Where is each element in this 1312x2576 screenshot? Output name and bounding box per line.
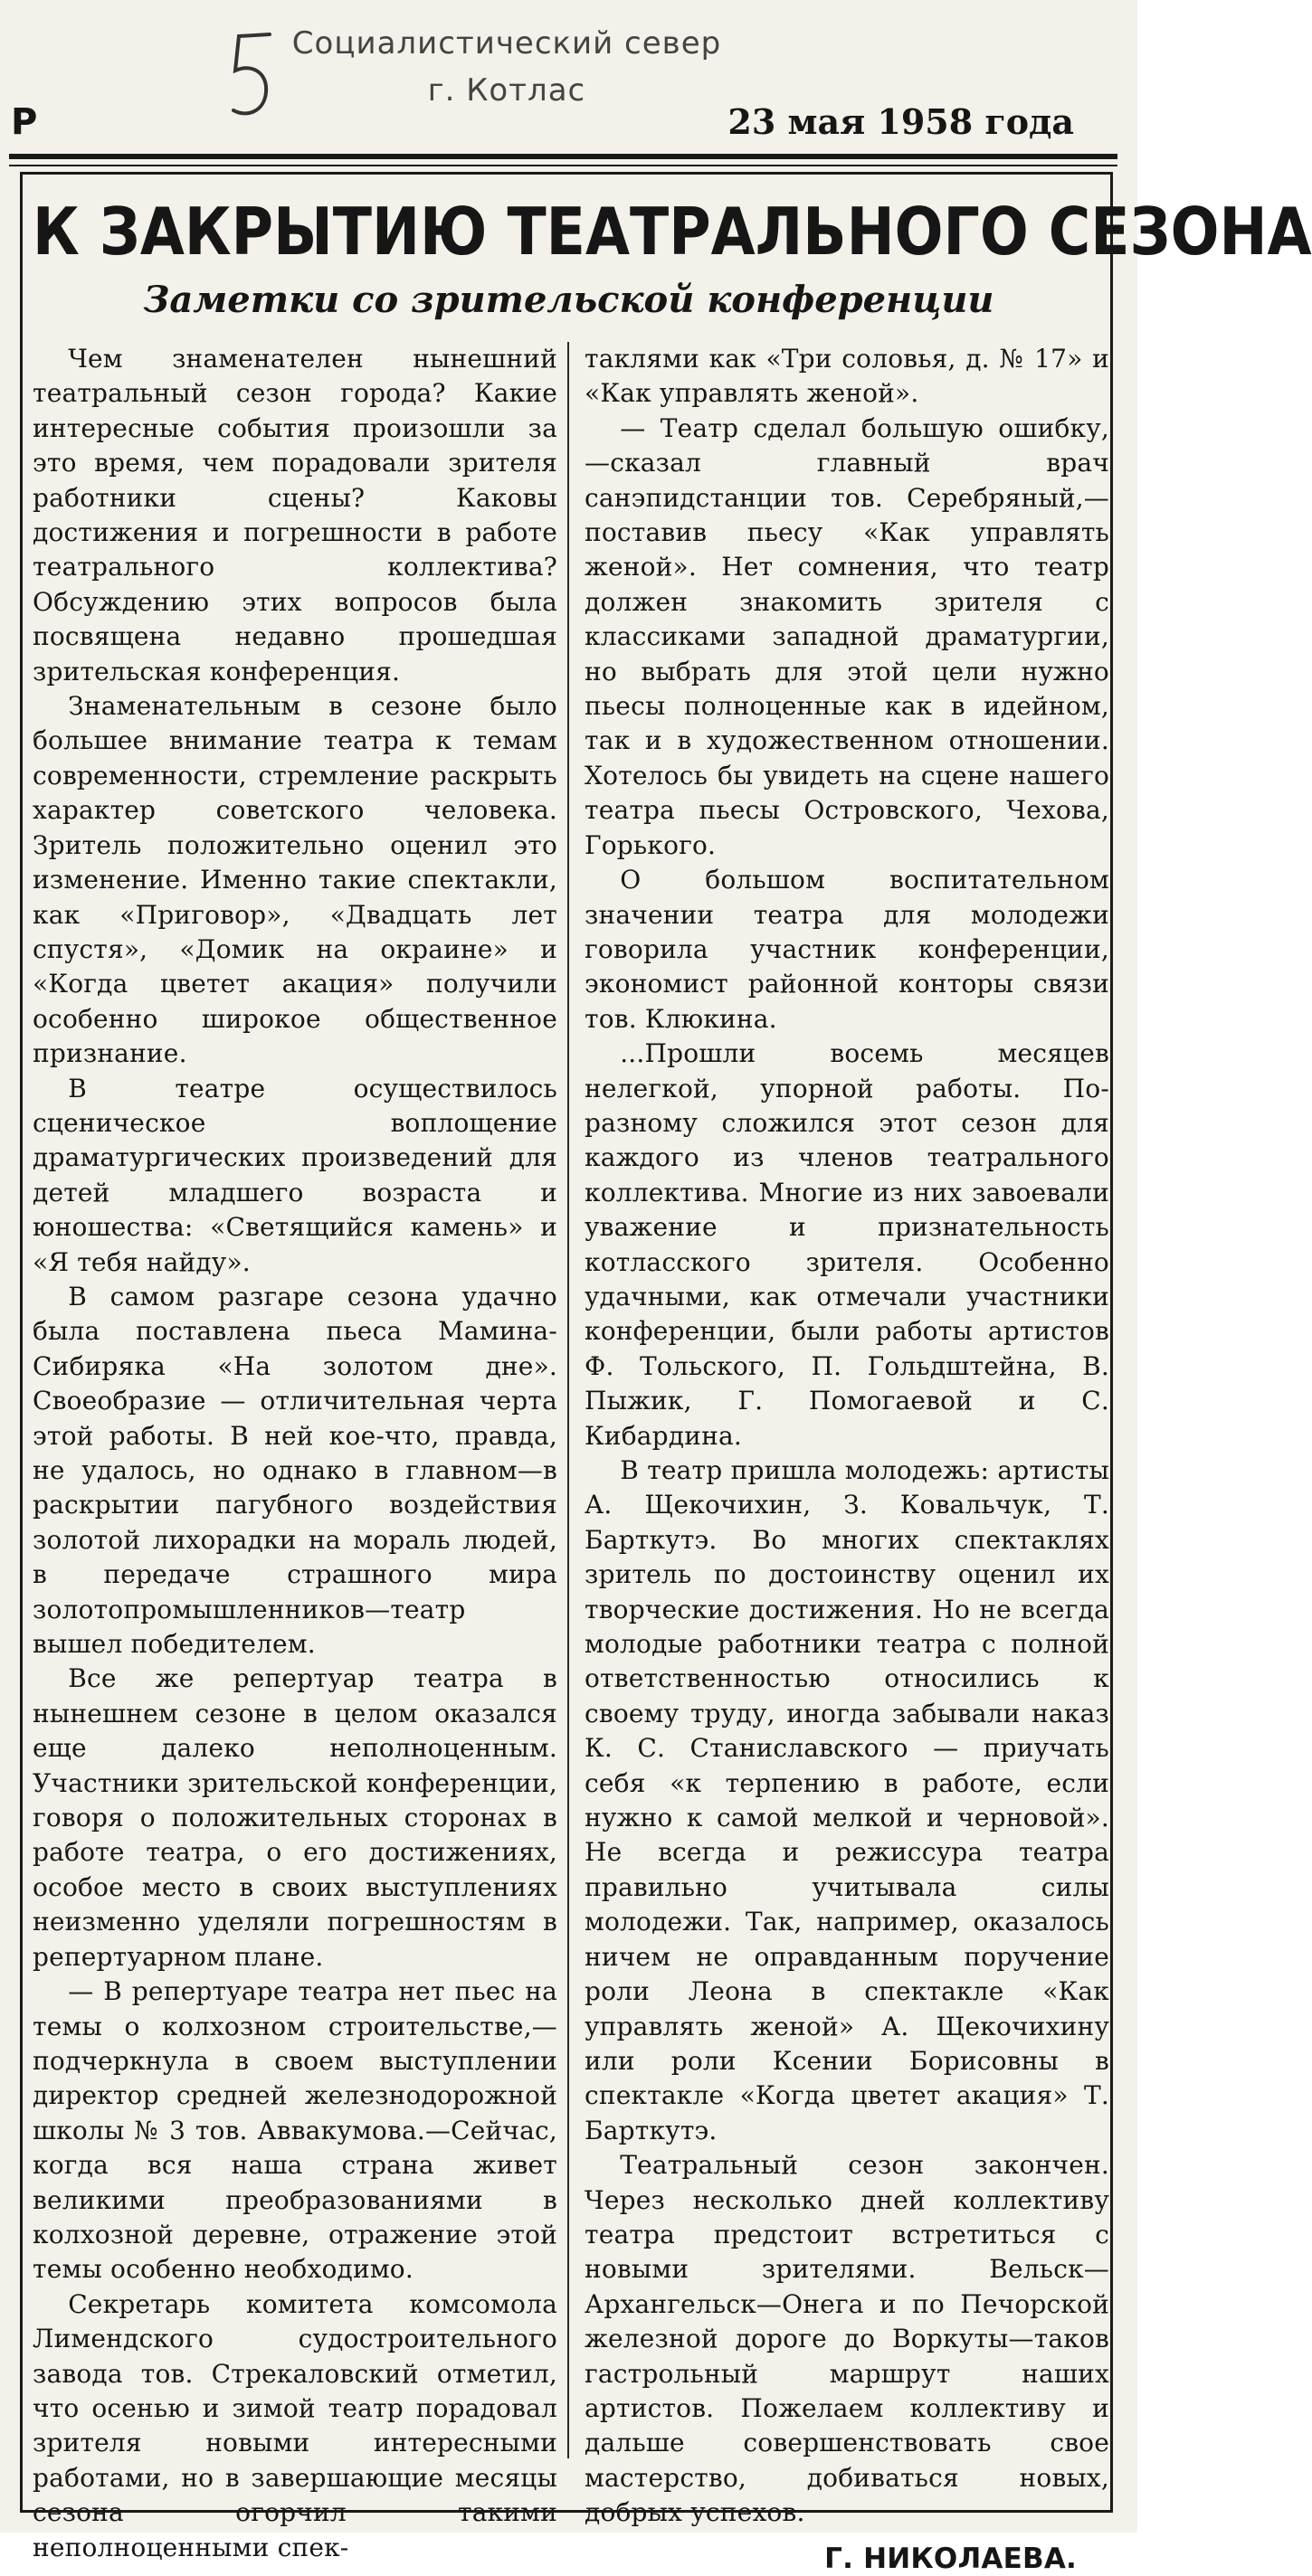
article-column-right: [585, 342, 1109, 2576]
masthead-rule: [9, 154, 1117, 159]
article-subheadline: Заметки со зрительской конференции: [143, 279, 994, 321]
paragraph: О большом воспитательном значении театра для молодежи говорила участник конференции, экономист районной конторы связи тов. Клюкина.: [585, 865, 1109, 1034]
paragraph: — В репертуаре театра нет пьес на темы о колхозном строительстве,—подчеркнула в своем выступлении директор средней железнодорожной школы № 3 тов. Аввакумова.—Сейчас, когда вся наша страна живет великими преобразованиями в колхозной деревне, отражение этой темы особенно необходимо.: [33, 1976, 557, 2285]
paragraph: — Театр сделал большую ошибку, —сказал главный врач санэпидстанции тов. Серебряный,—поставив пьесу «Как управлять женой». Нет сомнения, что театр должен знакомить зрителя с классиками западной драматургии, но выбрать для этой цели нужно пьесы полноценные как в идейном, так и в художественном отношении. Хотелось бы увидеть на сцене нашего театра пьесы Островского, Чехова, Горького.: [585, 412, 1109, 860]
masthead-rule-thin: [9, 165, 1117, 166]
column-divider: [567, 342, 569, 2458]
paragraph: В театре осуществилось сценическое воплощение драматургических произведений для детей младшего возраста и юношества: «Светящийся камень» и «Я тебя найду».: [33, 1073, 557, 1277]
stamp-city: г. Котлас: [427, 72, 586, 109]
paragraph: ...Прошли восемь месяцев нелегкой, упорной работы. По-разному сложился этот сезон для каждого из членов театрального коллектива. Многие из них завоевали уважение и признательность котласского зрителя. Особенно удачными, как отмечали участники конференции, были работы артистов Ф. Тольского, П. Гольдштейна, В. Пыжик, Г. Помогаевой и С. Кибардина.: [585, 1038, 1109, 1451]
article-headline: К ЗАКРЫТИЮ ТЕАТРАЛЬНОГО СЕЗОНА: [33, 194, 1312, 270]
paragraph: Секретарь комитета комсомола Лимендского судостроительного завода тов. Стрекаловский отметил, что осенью и зимой театр порадовал зрителя новыми интересными работами, но в завершающие месяцы сезона огорчил такими неполноценными спек-: [33, 2288, 557, 2562]
paragraph: В театр пришла молодежь: артисты А. Щекочихин, З. Ковальчук, Т. Барткутэ. Во многих спектаклях зритель по достоинству оценил их творческие достижения. Но не всегда молодые работники театра с полной ответственностью относились к своему труду, иногда забывали наказ К. С. Станиславского — приучать себя «к терпению в работе, если нужно к самой мелкой и черновой». Не всегда и режиссура театра правильно учитывала силы молодежи. Так, например, оказалось ничем не оправданным поручение роли Леона в спектакле «Как управлять женой» А. Щекочихину или роли Ксении Борисовны в спектакле «Когда цветет акация» Т. Барткутэ.: [585, 1455, 1109, 2145]
paragraph: Знаменательным в сезоне было большее внимание театра к темам современности, стремление раскрыть характер советского человека. Зритель положительно оценил это изменение. Именно такие спектакли, как «Приговор», «Двадцать лет спустя», «Домик на окраине» и «Когда цветет акация» получили особенно широкое общественное признание.: [33, 691, 557, 1069]
paragraph: Театральный сезон закончен. Через несколько дней коллективу театра предстоит встретиться с новыми зрителями. Вельск—Архангельск—Онега и по Печорской железной дороге до Воркуты—таков гастрольный маршрут наших артистов. Пожелаем коллективу и дальше совершенствовать свое мастерство, добиваться новых, добрых успехов.: [585, 2150, 1109, 2528]
masthead-corner-letter: Р: [11, 101, 38, 143]
issue-date: 23 мая 1958 года: [727, 101, 1074, 142]
paragraph: таклями как «Три соловья, д. № 17» и «Как управлять женой».: [585, 344, 1109, 409]
archive-stamp: [271, 20, 742, 114]
paragraph: Все же репертуар театра в нынешнем сезоне в целом оказался еще далеко неполноценным. Участники зрительской конференции, говоря о положительных сторонах в работе театра, о его достижениях, особое место в своих выступлениях неизменно уделяли погрешностям в репертуарном плане.: [33, 1663, 557, 1972]
author-signature: Г. НИКОЛАЕВА.: [824, 2542, 1077, 2575]
paragraph: Чем знаменателен нынешний театральный сезон города? Какие интересные события произошли за это время, чем порадовали зрителя работники сцены? Каковы достижения и погрешности в работе театрального коллектива? Обсуждению этих вопросов была посвящена недавно прошедшая зрительская конференция.: [33, 344, 557, 687]
article-column-left: [33, 342, 557, 2565]
stamp-newspaper-name: Социалистический север: [291, 25, 722, 62]
paragraph: В самом разгаре сезона удачно была поставлена пьеса Мамина-Сибиряка «На золотом дне». Своеобразие — отличительная черта этой работы. В ней кое-что, правда, не удалось, но однако в главном—в раскрытии пагубного воздействия золотой лихорадки на мораль людей, в передаче страшного мира золотопромышленников—театр вышел победителем.: [33, 1281, 557, 1660]
